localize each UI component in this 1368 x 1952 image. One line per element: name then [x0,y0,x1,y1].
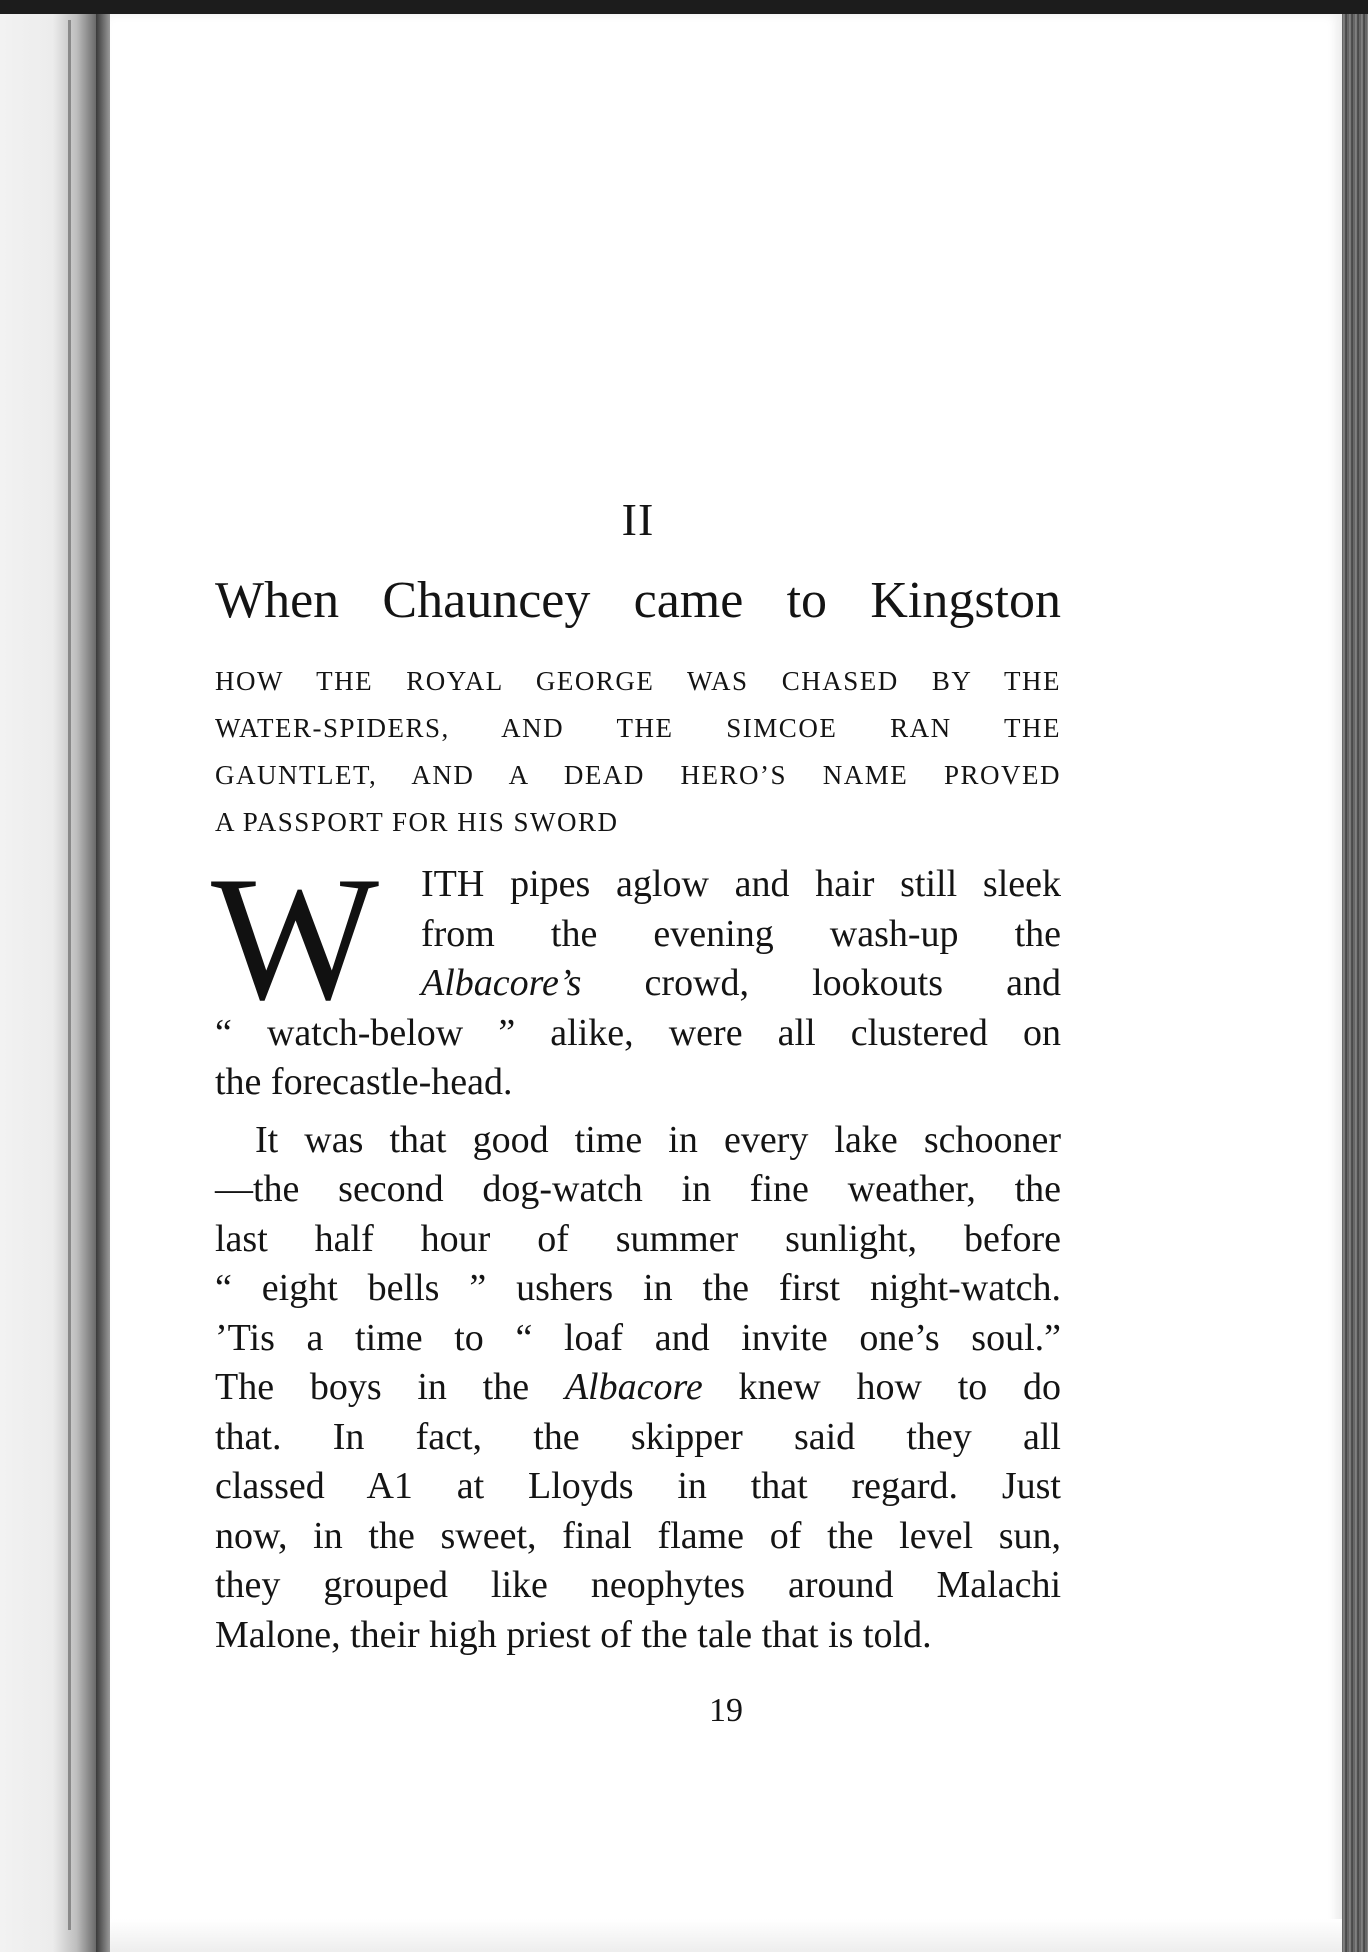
paragraph-line [421,959,1061,1009]
subtitle-line: WATER-SPIDERS, AND THE SIMCOE RAN THE [215,713,1061,743]
chapter-title: When Chauncey came to Kingston [215,572,1061,629]
page-number: 19 [709,1692,743,1729]
chapter-text-block [211,490,1061,1660]
paragraph-line: ITH pipes aglow and hair still sleek [421,863,1061,905]
paragraph-line: the forecastle-head. [215,1061,513,1103]
ship-name-italic: Albacore’s [421,962,582,1004]
paragraph-line: ’Tis a time to “ loaf and invite one’s soul.” [215,1316,1061,1359]
chapter-number: II [621,494,655,545]
opening-paragraph [211,839,1061,1108]
paragraph-line-text: crowd, lookouts and [581,962,1061,1004]
chapter-subtitle [215,658,1061,846]
subtitle-line: A PASSPORT FOR HIS SWORD [215,807,619,837]
paragraph-line: It was that good time in every lake schooner [255,1118,1061,1161]
paragraph-line-text: The boys in the [215,1366,565,1408]
drop-cap-initial: W [211,839,380,1037]
paragraph-line [215,1363,1061,1413]
paragraph-line: from the evening wash-up the [421,912,1061,955]
paragraph-line-text: knew how to do [702,1366,1061,1408]
subtitle-line: HOW THE ROYAL GEORGE WAS CHASED BY THE [215,666,1061,696]
paragraph-line: last half hour of summer sunlight, before [215,1217,1061,1260]
paragraph-line: “ watch-below ” alike, were all clustered on [215,1011,1061,1054]
paragraph-line: Malone, their high priest of the tale that is told. [215,1613,932,1656]
facing-page-edge [0,14,96,1952]
page-block-edge [1342,14,1368,1952]
scan-top-border [0,0,1368,14]
ship-name-italic: Albacore [564,1366,703,1408]
paragraph-line: —the second dog-watch in fine weather, the [215,1168,1061,1210]
paragraph-line: that. In fact, the skipper said they all [215,1415,1061,1458]
subtitle-line: GAUNTLET, AND A DEAD HERO’S NAME PROVED [215,760,1061,790]
paragraph-line: classed A1 at Lloyds in that regard. Just [215,1465,1061,1507]
second-paragraph [215,1116,1061,1661]
facing-page-fold-line [68,20,71,1930]
page-bottom-shade [110,1919,1342,1952]
paragraph-line: “ eight bells ” ushers in the first night-watch. [215,1267,1061,1309]
book-gutter [96,14,110,1952]
paragraph-line: now, in the sweet, final flame of the level sun, [215,1514,1061,1557]
paragraph-line: they grouped like neophytes around Malachi [215,1564,1061,1606]
